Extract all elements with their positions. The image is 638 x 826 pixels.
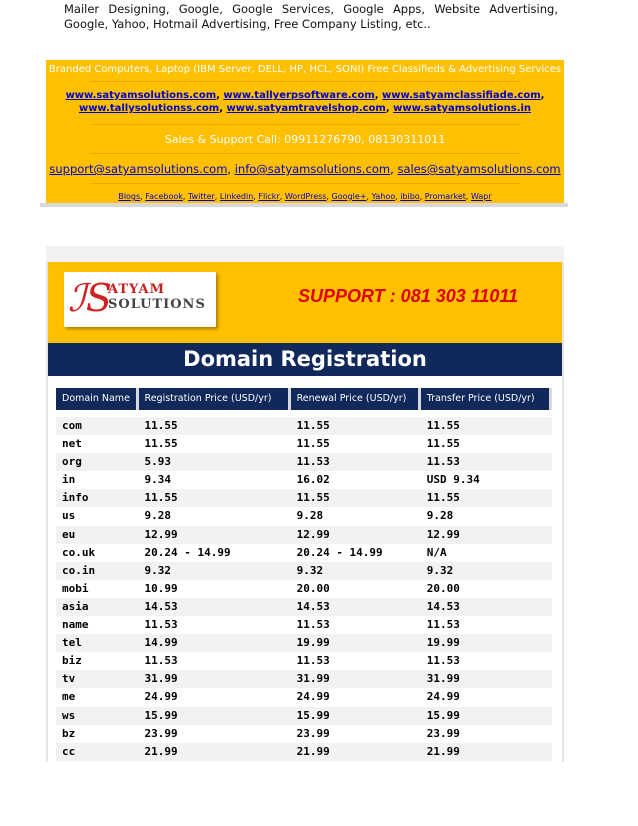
- table-row: [56, 652, 552, 670]
- table-row: [56, 688, 552, 706]
- table-cell: bz: [62, 726, 76, 740]
- table-cell: 5.93: [144, 455, 172, 469]
- table-cell: N/A: [426, 545, 447, 559]
- table-cell: co.in: [62, 563, 96, 577]
- table-cell: 9.32: [426, 563, 454, 577]
- sales-phone: Sales & Support Call: 09911276790, 08130311011: [164, 133, 446, 146]
- social-blogs[interactable]: Blogs: [118, 192, 141, 201]
- table-cell: 31.99: [296, 672, 330, 686]
- table-cell: USD 9.34: [426, 473, 480, 487]
- table-cell: 24.99: [426, 690, 460, 704]
- link-satyamsolutions-com[interactable]: www.satyamsolutions.com: [65, 90, 217, 101]
- table-cell: 11.55: [426, 491, 460, 505]
- table-cell: 12.99: [296, 527, 330, 541]
- table-cell: 31.99: [426, 672, 460, 686]
- table-row: [56, 435, 552, 453]
- table-cell: in: [62, 473, 76, 487]
- column-header: Registration Price (USD/yr): [139, 388, 288, 410]
- table-cell: 9.28: [144, 509, 172, 523]
- website-links: www.satyamsolutions.com, www.tallyerpsoftware.com, www.satyamclassifiade.com, www.tallysolutionss.com, www.satyamtravelshop.com, www.satyamsolutions.in: [65, 90, 545, 114]
- table-row: [56, 417, 552, 435]
- link-satyamsolutions-in[interactable]: www.satyamsolutions.in: [393, 103, 532, 114]
- table-cell: 11.55: [144, 437, 178, 451]
- table-cell: 11.53: [426, 654, 460, 668]
- table-row: [56, 507, 552, 525]
- table-cell: 15.99: [144, 708, 178, 722]
- banner-divider: [90, 124, 520, 125]
- intro-text: Mailer Designing, Google, Google Services, Google Apps, Website Advertising, Google, Yahoo, Hotmail Advertising, Free Company Listing, etc..: [64, 2, 558, 31]
- title-band: [48, 343, 562, 376]
- table-cell: 14.99: [144, 636, 178, 650]
- page-frame-right: [562, 262, 564, 762]
- table-cell: tel: [62, 636, 82, 650]
- table-cell: 11.53: [426, 455, 460, 469]
- column-header: Transfer Price (USD/yr): [421, 388, 549, 410]
- table-cell: 21.99: [296, 744, 330, 758]
- table-row: [56, 634, 552, 652]
- table-cell: org: [62, 455, 82, 469]
- email-sales[interactable]: sales@satyamsolutions.com: [397, 162, 561, 176]
- table-row: [56, 580, 552, 598]
- table-cell: 11.55: [296, 491, 330, 505]
- table-row: [56, 544, 552, 562]
- social-linkedin[interactable]: Linkedin: [219, 192, 254, 201]
- table-cell: 9.32: [144, 563, 172, 577]
- table-cell: 11.53: [144, 654, 178, 668]
- table-header: [56, 388, 552, 410]
- table-cell: 10.99: [144, 581, 178, 595]
- table-cell: me: [62, 690, 76, 704]
- table-cell: biz: [62, 654, 82, 668]
- table-cell: 11.53: [296, 654, 330, 668]
- table-row: [56, 670, 552, 688]
- social-promarket[interactable]: Promarket: [424, 192, 466, 201]
- social-twitter[interactable]: Twitter: [187, 192, 215, 201]
- link-satyamtravelshop[interactable]: www.satyamtravelshop.com: [226, 103, 386, 114]
- table-cell: 15.99: [296, 708, 330, 722]
- email-support[interactable]: support@satyamsolutions.com: [49, 162, 228, 176]
- banner-shadow: [40, 203, 568, 207]
- table-cell: 23.99: [296, 726, 330, 740]
- social-facebook[interactable]: Facebook: [145, 192, 183, 201]
- table-cell: 11.53: [426, 618, 460, 632]
- brand-header: [48, 262, 562, 343]
- table-cell: 11.55: [144, 419, 178, 432]
- table-cell: 19.99: [426, 636, 460, 650]
- table-cell: 9.28: [296, 509, 324, 523]
- table-row: [56, 471, 552, 489]
- banner-divider: [90, 183, 520, 184]
- logo-wordmark: ATYAM SOLUTIONS: [108, 282, 206, 312]
- support-phone: SUPPORT : 081 303 11011: [298, 286, 519, 306]
- table-cell: asia: [62, 599, 89, 613]
- table-cell: 14.53: [296, 599, 330, 613]
- table-cell: 14.53: [426, 599, 460, 613]
- company-logo: [64, 272, 216, 327]
- table-cell: 15.99: [426, 708, 460, 722]
- table-row: [56, 526, 552, 544]
- table-cell: eu: [62, 527, 76, 541]
- column-header: Renewal Price (USD/yr): [291, 388, 418, 410]
- table-cell: 21.99: [144, 744, 178, 758]
- logo-swoosh-icon: ℐS: [68, 276, 112, 320]
- social-wordpress[interactable]: WordPress: [284, 192, 327, 201]
- table-row: [56, 616, 552, 634]
- table-cell: 31.99: [144, 672, 178, 686]
- table-row: [56, 743, 552, 761]
- table-cell: com: [62, 419, 82, 432]
- table-row: [56, 489, 552, 507]
- social-googleplus[interactable]: Google+: [331, 192, 367, 201]
- table-cell: name: [62, 618, 89, 632]
- page-title: Domain Registration: [183, 347, 427, 371]
- social-wapr[interactable]: Wapr: [470, 192, 492, 201]
- page-frame-top: [46, 246, 564, 262]
- table-cell: info: [62, 491, 89, 505]
- table-cell: net: [62, 437, 82, 451]
- table-cell: 11.53: [144, 618, 178, 632]
- table-cell: us: [62, 509, 76, 523]
- link-tallyerpsoftware[interactable]: www.tallyerpsoftware.com: [223, 90, 375, 101]
- table-cell: 23.99: [426, 726, 460, 740]
- table-cell: 24.99: [296, 690, 330, 704]
- table-row: [56, 562, 552, 580]
- link-satyamclassifiade[interactable]: www.satyamclassifiade.com: [382, 90, 541, 101]
- table-cell: 11.53: [296, 618, 330, 632]
- table-row: [56, 598, 552, 616]
- table-cell: 20.00: [426, 581, 460, 595]
- table-cell: 23.99: [144, 726, 178, 740]
- banner-tagline: Branded Computers, Laptop (IBM Server, DELL, HP, HCL, SONI) Free Classifieds & Advertising Services: [48, 64, 562, 75]
- table-cell: 20.00: [296, 581, 330, 595]
- banner-divider: [90, 153, 520, 154]
- table-cell: tv: [62, 672, 76, 686]
- table-body: [56, 417, 552, 761]
- social-links: Blogs, Facebook, Twitter, Linkedin, Flickr, WordPress, Google+, Yahoo, ibibo, Promarket, Wapr: [118, 192, 492, 201]
- email-links: support@satyamsolutions.com, info@satyamsolutions.com, sales@satyamsolutions.com: [49, 162, 561, 176]
- table-row: [56, 725, 552, 743]
- price-table: [56, 388, 552, 761]
- table-cell: 11.55: [144, 491, 178, 505]
- table-cell: ws: [62, 708, 76, 722]
- email-info[interactable]: info@satyamsolutions.com: [234, 162, 391, 176]
- contact-banner: [46, 60, 564, 204]
- table-cell: 24.99: [144, 690, 178, 704]
- table-cell: cc: [62, 744, 76, 758]
- table-cell: 11.55: [296, 419, 330, 432]
- social-flickr[interactable]: Flickr: [258, 192, 280, 201]
- table-row: [56, 453, 552, 471]
- table-cell: mobi: [62, 581, 89, 595]
- link-tallysolutionss[interactable]: www.tallysolutionss.com: [78, 103, 220, 114]
- table-cell: 21.99: [426, 744, 460, 758]
- column-header: Domain Name: [56, 388, 136, 410]
- table-cell: 11.55: [296, 437, 330, 451]
- social-yahoo[interactable]: Yahoo: [371, 192, 396, 201]
- table-cell: 19.99: [296, 636, 330, 650]
- table-cell: 16.02: [296, 473, 330, 487]
- table-cell: 12.99: [144, 527, 178, 541]
- table-cell: 9.32: [296, 563, 324, 577]
- social-ibibo[interactable]: ibibo: [400, 192, 420, 201]
- table-cell: 12.99: [426, 527, 460, 541]
- table-row: [56, 707, 552, 725]
- table-cell: 9.28: [426, 509, 454, 523]
- table-cell: 20.24 - 14.99: [296, 545, 383, 559]
- banner-divider: [90, 81, 520, 82]
- table-cell: 11.55: [426, 419, 460, 432]
- table-cell: 20.24 - 14.99: [144, 545, 231, 559]
- table-cell: 9.34: [144, 473, 172, 487]
- table-cell: 11.53: [296, 455, 330, 469]
- table-cell: co.uk: [62, 545, 96, 559]
- table-cell: 14.53: [144, 599, 178, 613]
- table-cell: 11.55: [426, 437, 460, 451]
